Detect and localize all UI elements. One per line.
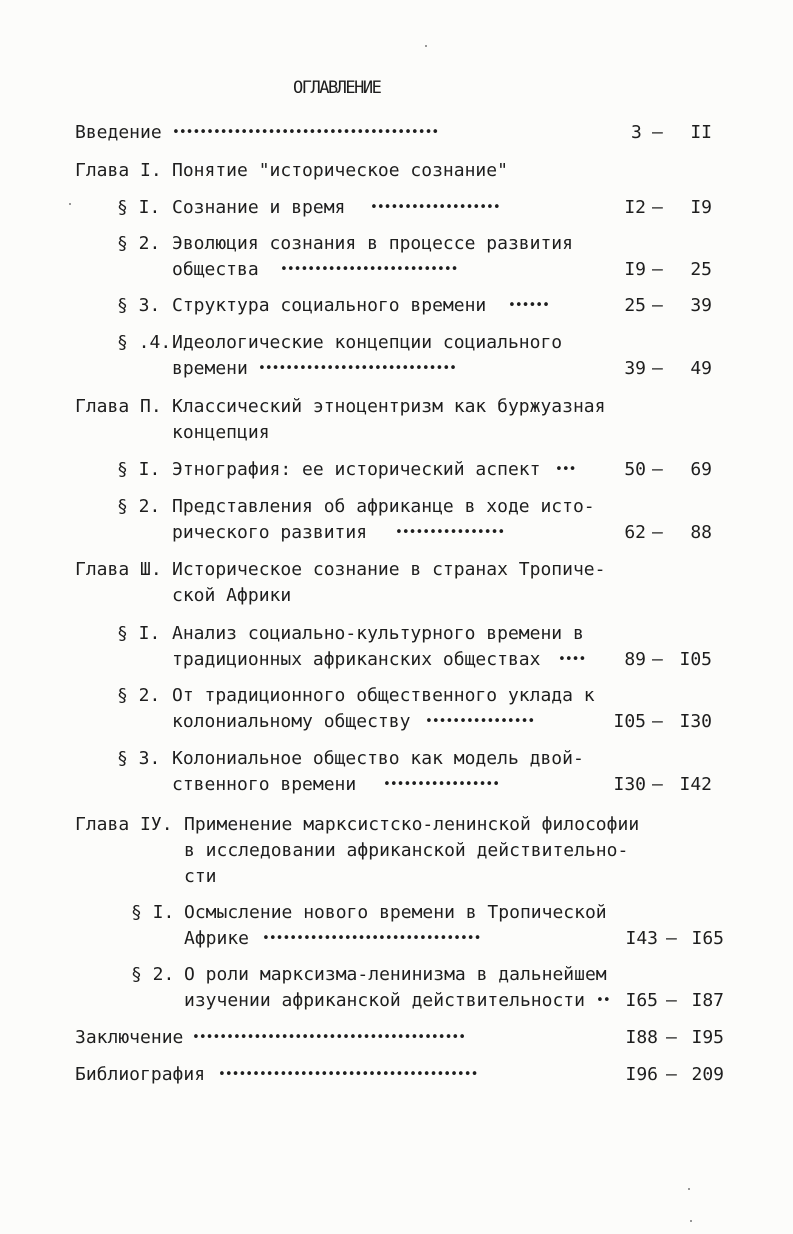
conclusion-end: I95: [691, 1027, 724, 1048]
scan-speck: [69, 203, 71, 205]
ch3-label: Глава Ш.: [75, 559, 162, 580]
ch2-s2-end: 88: [690, 522, 712, 543]
ch3-s3-dash: –: [652, 774, 663, 795]
ch1-s3-dots: ••••••: [508, 298, 549, 313]
ch2-s1-end: 69: [690, 459, 712, 480]
conclusion-dots: ••••••••••••••••••••••••••••••••••••••••: [192, 1030, 466, 1045]
ch4-title2: в исследовании африканской действительно-: [184, 840, 629, 861]
scan-speck: [690, 1220, 692, 1222]
ch1-s3-num: § 3.: [117, 295, 161, 316]
ch2-s2-dash: –: [652, 522, 663, 543]
ch1-s4-line2: времени: [172, 358, 248, 379]
ch4-s2-dash: –: [666, 990, 677, 1011]
ch1-s1-num: § I.: [117, 197, 161, 218]
ch4-s1-dash: –: [666, 928, 677, 949]
ch4-s2-line2: изучении африканской действительности: [184, 990, 585, 1011]
ch2-s1-num: § I.: [117, 459, 161, 480]
ch2-s2-line2: рического развития: [172, 522, 368, 543]
ch1-s4-start: 39: [624, 358, 646, 379]
ch1-s2-dots: ••••••••••••••••••••••••••: [280, 262, 458, 277]
ch1-s2-dash: –: [652, 259, 663, 280]
bibliography-dash: –: [666, 1064, 677, 1085]
intro-start: 3: [631, 122, 642, 143]
ch4-title3: сти: [184, 866, 217, 887]
ch3-s2-dash: –: [652, 711, 663, 732]
ch4-s2-line1: О роли марксизма-ленинизма в дальнейшем: [184, 964, 607, 985]
ch4-s1-start: I43: [625, 928, 658, 949]
ch1-s4-dash: –: [652, 358, 663, 379]
ch2-s1-start: 50: [624, 459, 646, 480]
ch1-s2-line1: Эволюция сознания в процессе развития: [172, 233, 573, 254]
ch4-s2-end: I87: [691, 990, 724, 1011]
ch3-s2-start: I05: [613, 711, 646, 732]
ch1-s2-end: 25: [690, 259, 712, 280]
ch3-s1-start: 89: [624, 649, 646, 670]
ch3-s3-line1: Колониальное общество как модель двой-: [172, 748, 584, 769]
ch1-title: Понятие "историческое сознание": [172, 160, 508, 181]
ch1-s1-dots: •••••••••••••••••••: [370, 200, 500, 215]
ch3-s3-end: I42: [679, 774, 712, 795]
ch2-s1-dots: •••: [555, 462, 576, 477]
ch1-label: Глава I.: [75, 160, 162, 181]
toc-title: ОГЛАВЛЕНИЕ: [293, 78, 381, 98]
intro-dots: •••••••••••••••••••••••••••••••••••••••: [172, 125, 439, 140]
ch1-s1-end: I9: [690, 197, 712, 218]
bibliography-end: 209: [691, 1064, 724, 1085]
ch3-s1-dots: ••••: [558, 652, 586, 667]
ch1-s2-num: § 2.: [117, 233, 161, 254]
conclusion-label: Заключение: [75, 1027, 184, 1048]
ch3-s3-num: § 3.: [117, 748, 161, 769]
bibliography-label: Библиография: [75, 1064, 206, 1085]
ch1-s3-dash: –: [652, 295, 663, 316]
ch2-title1: Классический этноцентризм как буржуазная: [172, 396, 606, 417]
ch1-s3-start: 25: [624, 295, 646, 316]
ch1-s2-start: I9: [624, 259, 646, 280]
ch4-s2-num: § 2.: [131, 964, 175, 985]
ch2-s1-dash: –: [652, 459, 663, 480]
ch3-s2-line2: колониальному обществу: [172, 711, 411, 732]
intro-dash: –: [652, 122, 663, 143]
ch4-s1-line2: Африке: [184, 928, 250, 949]
scan-speck: [425, 45, 427, 47]
intro-label: Введение: [75, 122, 162, 143]
conclusion-dash: –: [666, 1027, 677, 1048]
ch2-s2-start: 62: [624, 522, 646, 543]
ch2-s2-line1: Представления об африканце в ходе исто-: [172, 496, 595, 517]
ch2-s2-dots: ••••••••••••••••: [395, 525, 505, 540]
ch3-s1-line1: Анализ социально-культурного времени в: [172, 623, 584, 644]
ch3-s2-dots: ••••••••••••••••: [425, 714, 535, 729]
ch3-title1: Историческое сознание в странах Тропиче-: [172, 559, 606, 580]
ch3-s3-line2: ственного времени: [172, 774, 357, 795]
ch3-s2-line1: От традиционного общественного уклада к: [172, 685, 595, 706]
ch3-s1-end: I05: [679, 649, 712, 670]
ch1-s1-start: I2: [624, 197, 646, 218]
ch3-s2-num: § 2.: [117, 685, 161, 706]
ch3-s2-end: I30: [679, 711, 712, 732]
ch4-s1-end: I65: [691, 928, 724, 949]
ch4-s2-dots: ••: [596, 993, 610, 1008]
ch2-title2: концепция: [172, 422, 270, 443]
ch1-s4-dots: •••••••••••••••••••••••••••••: [258, 361, 456, 376]
ch1-s2-line2: общества: [172, 259, 259, 280]
ch1-s1-dash: –: [652, 197, 663, 218]
ch2-label: Глава П.: [75, 396, 162, 417]
ch3-title2: ской Африки: [172, 585, 292, 606]
ch4-title1: Применение марксистско-ленинской философии: [184, 814, 640, 835]
ch1-s3-end: 39: [690, 295, 712, 316]
ch3-s1-line2: традиционных африканских обществах: [172, 649, 541, 670]
ch4-s1-num: § I.: [131, 902, 175, 923]
ch4-label: Глава IУ.: [75, 814, 173, 835]
ch3-s1-num: § I.: [117, 623, 161, 644]
ch1-s3-line1: Структура социального времени: [172, 295, 487, 316]
ch1-s1-line1: Сознание и время: [172, 197, 346, 218]
ch4-s1-dots: ••••••••••••••••••••••••••••••••: [262, 931, 481, 946]
bibliography-dots: ••••••••••••••••••••••••••••••••••••••: [218, 1067, 478, 1082]
scan-speck: [688, 1188, 690, 1190]
ch3-s3-start: I30: [613, 774, 646, 795]
conclusion-start: I88: [625, 1027, 658, 1048]
ch4-s1-line1: Осмысление нового времени в Тропической: [184, 902, 607, 923]
ch3-s1-dash: –: [652, 649, 663, 670]
ch1-s4-num: § .4.: [117, 332, 172, 353]
intro-end: II: [690, 122, 712, 143]
ch2-s1-line1: Этнография: ее исторический аспект: [172, 459, 541, 480]
ch4-s2-start: I65: [625, 990, 658, 1011]
ch2-s2-num: § 2.: [117, 496, 161, 517]
ch1-s4-line1: Идеологические концепции социального: [172, 332, 563, 353]
bibliography-start: I96: [625, 1064, 658, 1085]
ch1-s4-end: 49: [690, 358, 712, 379]
ch3-s3-dots: •••••••••••••••••: [383, 777, 500, 792]
